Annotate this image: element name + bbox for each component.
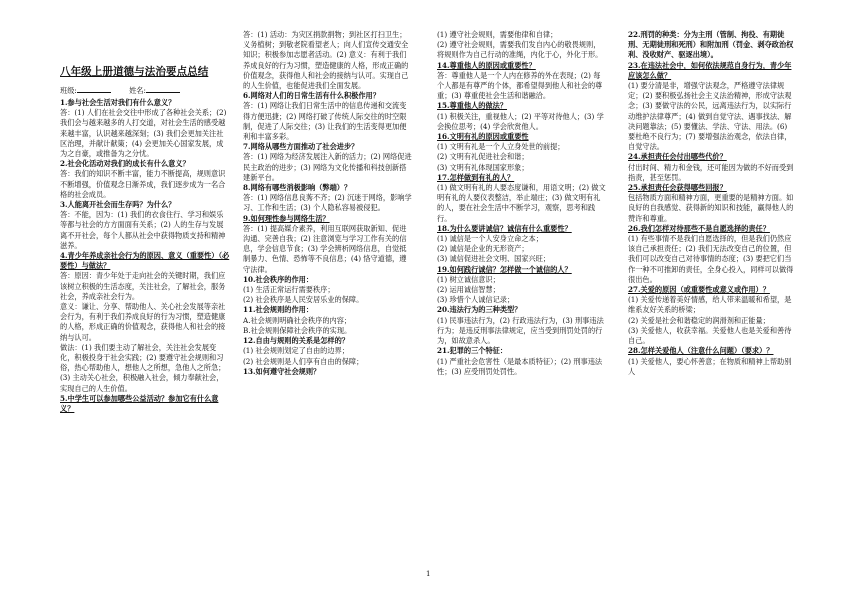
answer-text: 付出时间、精力和金钱，还可能因为做的不好而受到指责，甚至惩罚。	[628, 162, 794, 182]
answer-text: 答：(1) 提高媒介素养，利用互联网获取新知、促进沟通、完善自我；(2) 注意浏览与学习工作有关的信息，学会信息节食；(3) 学会辨析网络信息，自觉抵制暴力、色情、恐怖等不良信息；(4) 恪守道德，遵守法律。	[243, 223, 407, 274]
question-heading: 25.承担责任会获得哪些回报？	[628, 183, 727, 193]
class-name-line	[60, 86, 196, 96]
question-heading: 19.如何践行诚信？怎样做一个诚信的人？	[437, 264, 572, 274]
answer-text: 答：尊重他人是一个人内在修养的外在表现；(2) 每个人都是有尊严的个体，都希望得到他人和社会的尊重；(3) 尊重使社会生活和谐融洽。	[437, 70, 603, 101]
answer-text: (2) 社会秩序是人民安居乐业的保障。	[243, 295, 364, 305]
question-heading: 27.关爱的原因（或重要性或意义或作用）？	[628, 285, 770, 295]
question-heading: 24.承担责任会付出哪些代价？	[628, 152, 727, 162]
column-3	[437, 30, 607, 590]
question-heading: 21.犯罪的三个特征：	[437, 346, 508, 356]
question-heading: 23.在违法社会中，如何依法规范自身行为，青少年应该怎么做？	[628, 60, 792, 80]
answer-text: (1) 做文明有礼的人要态度谦和，用语文明；(2) 做文明有礼的人要仪表整洁，举止端庄；(3) 做文明有礼的人，要在社会生活中不断学习，观察，思考和践行。	[437, 183, 606, 223]
question-heading: 22.刑罚的种类：分为主刑（管制、拘役、有期徒刑、无期徒刑和死刑）和附加刑（罚金、剥夺政治权利、没收财产、驱逐出境）。	[628, 30, 794, 60]
name-label: 姓名:	[129, 86, 146, 95]
question-heading: 17.怎样做到有礼的人？	[437, 172, 515, 182]
answer-text: 答：(1) 人们在社会交往中形成了各种社会关系；(2) 我们会与越来越多的人打交道，对社会生活的感受越来越丰富，认识越来越深刻；(3) 我们会更加关注社区治理，并献计献策；(4) 会更加关心国家发展，成为之自豪，或推备为之分忧。	[60, 108, 227, 159]
answer-text: (2) 运用诚信智慧；	[437, 285, 500, 295]
answer-text: (1) 民事违法行为，(2) 行政违法行为，(3) 刑事违法行为；是违反刑事法律规定，应当受到刑罚处罚的行为，如故意杀人。	[437, 315, 604, 346]
question-heading: 11.社会规则的作用：	[243, 305, 314, 315]
class-blank	[77, 92, 111, 93]
question-heading: 7.网络从哪些方面推动了社会进步？	[243, 142, 359, 152]
column-2	[243, 30, 413, 590]
answer-text: 答：原因：青少年处于走向社会的关键时期，我们应该树立积极的生活态度，关注社会，了解社会，服务社会，养成亲社会行为。	[60, 271, 226, 301]
class-label: 班级:	[60, 86, 77, 95]
question-heading: 20.违法行为的三种类型？	[437, 305, 522, 315]
page-number: 1	[426, 570, 431, 578]
question-heading: 16.文明有礼的原因或重要性	[437, 132, 529, 142]
answer-text: (1) 要分清是非，增强守法观念，严格遵守法律规定；(2) 要积极弘扬社会主义法治精神，形成守法观念；(3) 要做守法的公民，远离违法行为，以实际行动维护法律尊严；(4) 做到自觉守法、遇事找法、解决问题靠法；(5) 要懂法、学法、守法、用法。(6) 要杜绝不良行为；(7) 要增强法治观念，依法自律，自觉守法。	[628, 81, 792, 152]
question-heading: 2.社会化活动对我们的成长有什么意义？	[60, 159, 190, 169]
question-heading: 4.青少年养成亲社会行为的原因、意义（重要性）（必要性）与做法？	[60, 251, 230, 271]
question-heading: 3.人能离开社会而生存吗？为什么？	[60, 200, 176, 210]
answer-text: (1) 社会规则划定了自由的边界；	[243, 346, 349, 356]
name-blank	[146, 92, 180, 93]
answer-text: 包括物质方面和精神方面，更重要的是精神方面。如良好的自我感觉、获得新的知识和技能，赢得他人的赞许和尊重。	[628, 193, 794, 223]
question-heading: 6.网络对人们的日常生活有什么积极作用？	[243, 91, 380, 101]
answer-text: (1) 关爱他人，要心怀善意；在物质和精神上帮助别人	[628, 356, 792, 376]
column-4	[628, 30, 796, 590]
answer-text: (2) 诚信是企业的无形资产；	[437, 244, 529, 254]
answer-text: (2) 遵守社会规则，需要我们发自内心的敬畏规则，将规则作为自己行动的准绳，内化于心，外化于形。	[437, 40, 603, 60]
answer-text: (2) 文明有礼促进社会和谐；	[437, 152, 529, 162]
answer-text: (1) 严重社会危害性（是最本质特征）；(2) 刑事违法性；(3) 应受刑罚处罚性。	[437, 356, 603, 376]
question-heading: 18.为什么要讲诚信？诚信有什么重要性？	[437, 223, 572, 233]
question-heading: 9.如何理性参与网络生活？	[243, 213, 330, 223]
answer-text: (1) 文明有礼是一个人立身处世的前提；	[437, 142, 565, 152]
answer-text: (1) 树立诚信意识；	[437, 274, 500, 284]
answer-text: 答：(1) 活动：为灾区捐款捐物；到社区打扫卫生；义务植树；到敬老院看望老人；向人们宣传交通安全知识；积极参加志愿者活动。(2) 意义：有利于我们养成良好的行为习惯，塑造健康的人格，形成正确的价值观念，获得他人和社会的接纳与认可。实现自己的人生价值，也能促进我们全面发展。	[243, 30, 409, 91]
answer-text: (1) 诚信是一个人安身立命之本；	[437, 234, 543, 244]
question-heading: 13.如何遵守社会规则？	[243, 366, 321, 376]
question-heading: 8.网络有哪些消极影响（弊端）？	[243, 183, 352, 193]
answer-text: 答：(1) 网络信息良莠不齐；(2) 沉迷于网络，影响学习、工作和生活；(3) 个人隐私容易被侵犯。	[243, 193, 412, 213]
question-heading: 14.尊重他人的原因或重要性？	[437, 60, 536, 70]
question-heading: 15.尊重他人的做法？	[437, 101, 508, 111]
question-heading: 26.我们怎样对待那些不是自愿选择的责任？	[628, 223, 770, 233]
question-heading: 5.中学生可以参加哪些公益活动？参加它有什么意义？	[60, 393, 219, 414]
answer-text: (1) 遵守社会规则，需要他律和自律；	[437, 30, 558, 39]
answer-text: 答：(1) 网络为经济发展注入新的活力；(2) 网络促进民主政治的进步；(3) 网络为文化传播和科技创新搭建新平台。	[243, 152, 412, 182]
answer-text: (1) 生活正常运行需要秩序；	[243, 285, 335, 295]
answer-text: (3) 文明有礼体现国家形象；	[437, 162, 529, 172]
answer-text: (1) 积极关注，重视他人；(2) 平等对待他人；(3) 学会换位思考；(4) 学会欣赏他人。	[437, 111, 604, 131]
answer-text: (1) 关爱传递着美好情感，给人带来温暖和希望，是维系友好关系的桥梁；	[628, 295, 792, 315]
answer-text: 做法：(1) 我们要主动了解社会，关注社会发展变化，积极投身于社会实践；(2) 要遵守社会规则和习俗，热心帮助他人，想他人之所想，急他人之所急；(3) 主动关心社会，积极融入社会，倾力奉献社会，实现自己的人生价值。	[60, 342, 226, 393]
answer-text: (3) 珍惜个人诚信记录；	[437, 295, 515, 305]
question-heading: 12.自由与规则的关系是怎样的？	[243, 336, 349, 346]
question-heading: 28.怎样关爱他人（注意什么问题）（要求）？	[628, 346, 774, 356]
answer-text: A.社会规则明确社会秩序的内容；	[243, 315, 352, 325]
answer-text: 答：不能，因为：(1) 我们的衣食住行、学习和娱乐等都与社会的方方面面有关系；(2) 人的生存与发展离不开社会，每个人都从社会中获得物质支持和精神滋养。	[60, 210, 226, 250]
answer-text: (2) 关爱是社会和谐稳定的润滑剂和正能量；	[628, 315, 770, 325]
answer-text: (3) 诚信促进社会文明、国家兴旺；	[437, 254, 551, 264]
answer-text: (1) 有些事情不是我们自愿选择的，但是我们仍然应该自己承担责任；(2) 我们无法改变自己的位置，但我们可以改变自己对待事情的态度；(3) 要把它们当作一种不可推卸的责任，全身心投入，同样可以做得很出色。	[628, 234, 794, 284]
question-heading: 10.社会秩序的作用：	[243, 274, 314, 284]
answer-text: 答：我们的知识不断丰富，能力不断提高，规则意识不断增强，价值观念日渐养成，我们逐步成为一名合格的社会成员。	[60, 169, 226, 199]
answer-text: B.社会规则保障社会秩序的实现。	[243, 325, 352, 335]
column-1	[60, 98, 230, 544]
answer-text: 答：(1) 网络让我们日常生活中的信息传递和交流变得方便迅捷；(2) 网络打破了传统人际交往的时空限制，促进了人际交往；(3) 让我们的生活变得更加便利和丰富多彩。	[243, 101, 407, 142]
page-title: 八年级上册道德与法治要点总结	[60, 66, 209, 78]
question-heading: 1.参与社会生活对我们有什么意义？	[60, 98, 176, 107]
answer-text: 意义：谦让、分享、帮助他人、关心社会发展等亲社会行为，有利于我们养成良好的行为习惯，塑造健康的人格，形成正确的价值观念，获得他人和社会的接纳与认可。	[60, 302, 226, 342]
answer-text: (2) 社会规则是人们享有自由的保障；	[243, 356, 364, 366]
answer-text: (3) 关爱他人，收获幸福。关爱他人也是关爱和善待自己。	[628, 325, 792, 346]
